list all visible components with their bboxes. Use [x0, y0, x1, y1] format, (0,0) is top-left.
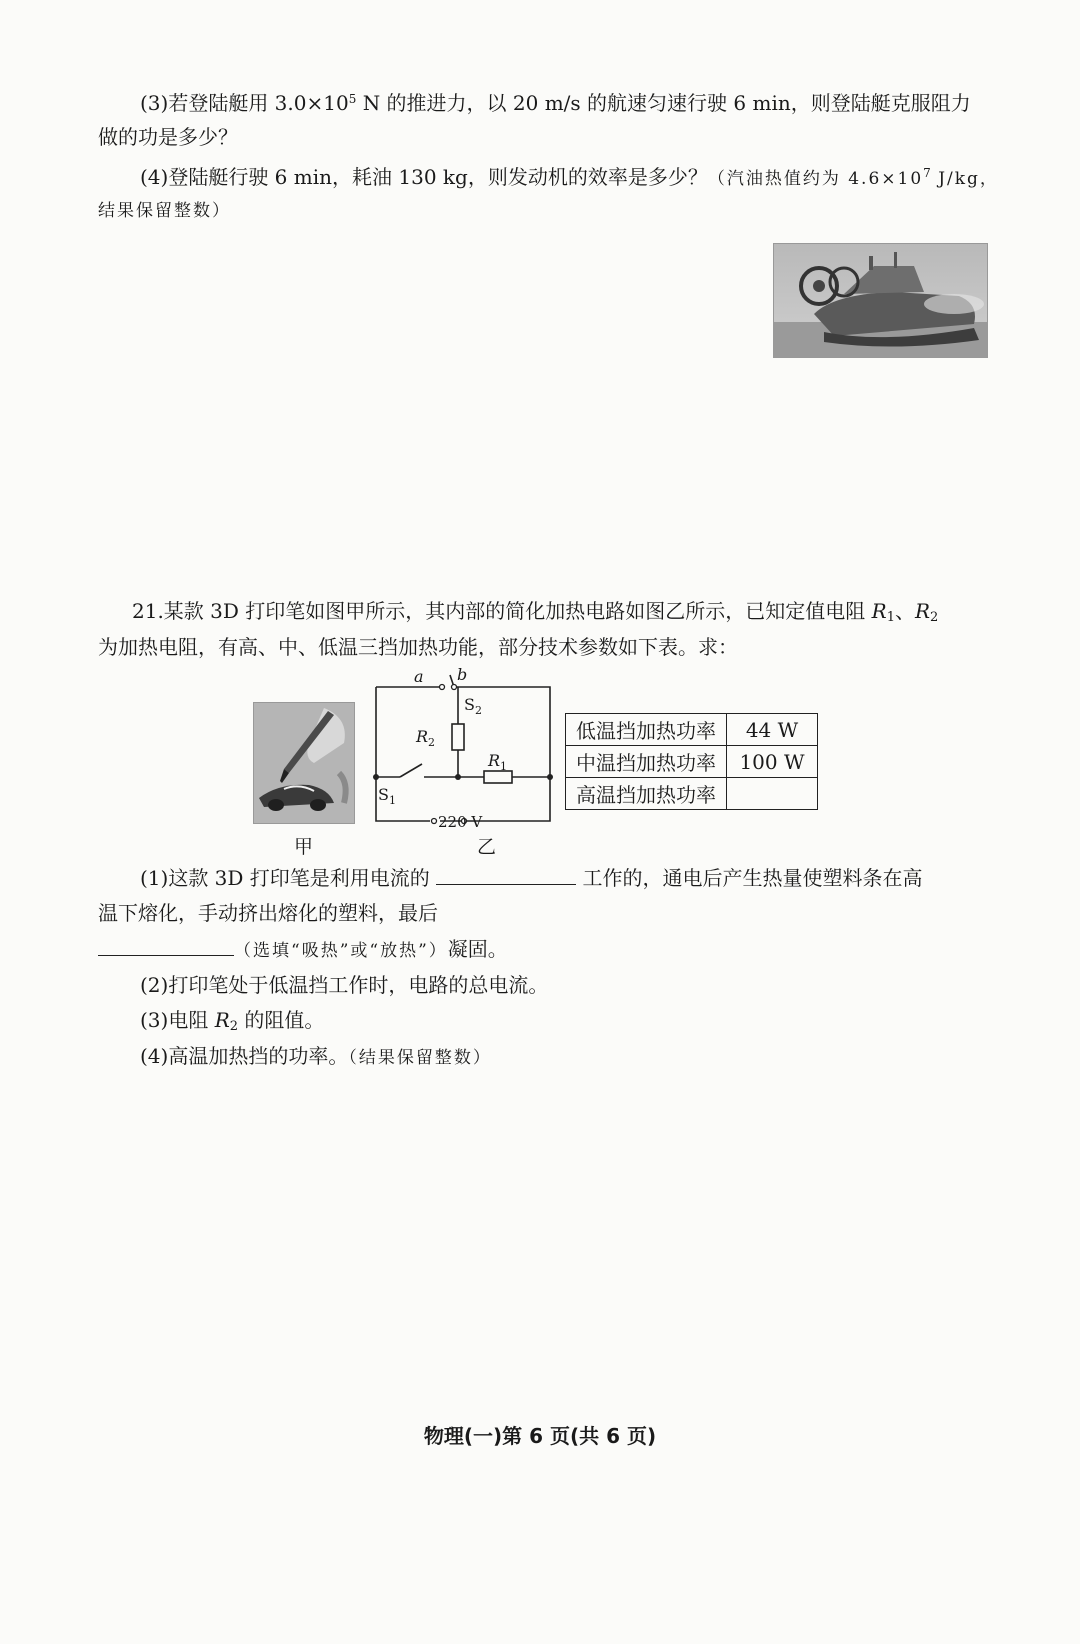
landing-craft-photo — [773, 243, 988, 358]
table-row — [566, 778, 818, 810]
q21-part1-line2: 温下熔化，手动挤出熔化的塑料，最后 — [98, 901, 438, 925]
q21-part1-line1: (1)这款 3D 打印笔是利用电流的 工作的，通电后产生热量使塑料条在高 — [140, 866, 923, 890]
label-s1: $S_1$ — [378, 785, 396, 807]
page-footer: 物理(一)第 6 页(共 6 页) — [423, 1424, 657, 1448]
table-cell-value — [727, 778, 818, 810]
junction-left — [373, 774, 379, 780]
label-voltage: 220 V — [438, 813, 483, 831]
terminal-b — [452, 685, 457, 690]
table-row — [566, 746, 818, 778]
terminal-a — [440, 685, 445, 690]
junction-mid — [455, 774, 461, 780]
resistor-r2 — [452, 724, 464, 750]
table-cell-label: 低温挡加热功率 — [566, 714, 727, 746]
q20-part4-line1: (4)登陆艇行驶 6 min，耗油 130 kg，则发动机的效率是多少？（汽油热值约为 $4.6\times 10^7$ J/kg， — [140, 165, 999, 189]
q21-part4: (4)高温加热挡的功率。（结果保留整数） — [140, 1044, 492, 1068]
q21-intro-line2: 为加热电阻，有高、中、低温三挡加热功能，部分技术参数如下表。求： — [98, 635, 738, 659]
resistor-r1 — [484, 771, 512, 783]
q20-part4-line2: 结果保留整数） — [98, 201, 231, 221]
power-parameter-table — [565, 713, 818, 810]
table-cell-label: 中温挡加热功率 — [566, 746, 727, 778]
q21-intro-line1: 21.某款 3D 打印笔如图甲所示，其内部的简化加热电路如图乙所示，已知定值电阻 $R_1$、$R_2$ — [132, 599, 939, 625]
table-cell-value: 100 W — [727, 746, 818, 778]
table-row — [566, 714, 818, 746]
q21-part1-line3: （选填“吸热”或“放热”）凝固。 — [98, 934, 998, 966]
figure-jia-caption: 甲 — [294, 836, 314, 858]
table-cell-label: 高温挡加热功率 — [566, 778, 727, 810]
heating-circuit-diagram — [360, 668, 560, 858]
figure-yi-caption: 乙 — [477, 836, 497, 858]
junction-right — [547, 774, 553, 780]
q20-part3-line1: (3)若登陆艇用 $3.0\times 10^5$ N 的推进力，以 20 m/s 的航速匀速行驶 6 min，则登陆艇克服阻力 — [140, 91, 971, 115]
supply-terminal-left — [432, 819, 437, 824]
3d-pen-photo — [253, 702, 355, 824]
label-r2: $R_2$ — [416, 727, 436, 749]
label-a: a — [414, 668, 424, 686]
answer-blank-2[interactable] — [98, 935, 234, 956]
switch-s1-blade — [400, 764, 422, 777]
label-r1: $R_1$ — [488, 751, 508, 773]
q21-part2: (2)打印笔处于低温挡工作时，电路的总电流。 — [140, 973, 549, 997]
q21-part3: (3)电阻 $R_2$ 的阻值。 — [140, 1008, 325, 1034]
table-cell-value: 44 W — [727, 714, 818, 746]
answer-blank-1[interactable] — [436, 864, 576, 885]
q20-part3-line2: 做的功是多少？ — [98, 125, 238, 149]
label-s2: $S_2$ — [464, 695, 482, 717]
label-b: b — [457, 668, 468, 684]
